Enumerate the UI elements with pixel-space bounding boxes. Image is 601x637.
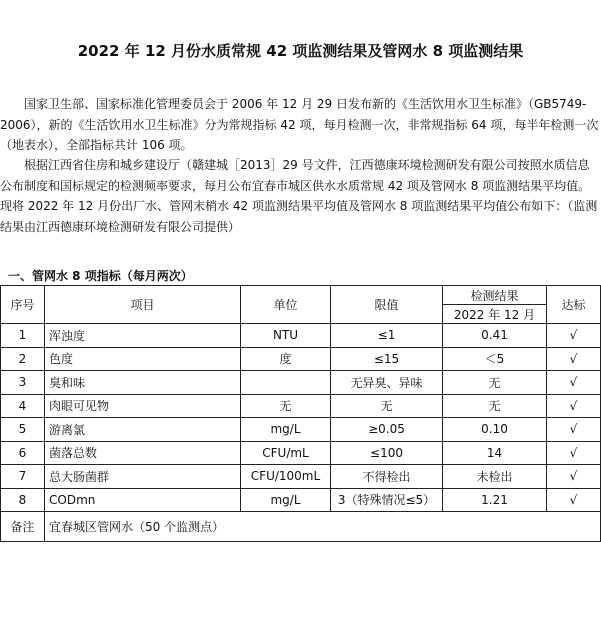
cell-item: CODmn xyxy=(45,488,241,512)
cell-no: 7 xyxy=(1,465,45,489)
cell-result: 0.41 xyxy=(443,324,547,348)
cell-pass: √ xyxy=(547,324,601,348)
intro-paragraph-standard-text: 国家卫生部、国家标准化管理委员会于 2006 年 12 月 29 日发布新的《生活饮用水卫生标准》（GB5749-2006），新的《生活饮用水卫生标准》分为常规指标 42 项，每月检测一次，非常规指标 64 项，每半年检测一次（地表水），全部指标共计 106 项。 xyxy=(0,97,599,152)
header-result: 检测结果 xyxy=(443,286,547,305)
cell-limit: ≤1 xyxy=(331,324,443,348)
cell-pass: √ xyxy=(547,371,601,395)
cell-unit: mg/L xyxy=(241,488,331,512)
cell-unit: 无 xyxy=(241,394,331,418)
cell-limit: 不得检出 xyxy=(331,465,443,489)
table-row xyxy=(1,488,601,512)
table-row xyxy=(1,394,601,418)
remark-text: 宜春城区管网水（50 个监测点） xyxy=(45,512,601,542)
cell-no: 2 xyxy=(1,347,45,371)
cell-no: 5 xyxy=(1,418,45,442)
table-remark-row xyxy=(1,512,601,542)
cell-unit: CFU/100mL xyxy=(241,465,331,489)
cell-unit xyxy=(241,371,331,395)
table-row xyxy=(1,441,601,465)
cell-limit: ≥0.05 xyxy=(331,418,443,442)
cell-limit: 无异臭、异味 xyxy=(331,371,443,395)
header-limit: 限值 xyxy=(331,286,443,324)
intro-paragraph-standard xyxy=(0,94,600,156)
cell-item: 总大肠菌群 xyxy=(45,465,241,489)
header-period: 2022 年 12 月 xyxy=(443,305,547,324)
header-no: 序号 xyxy=(1,286,45,324)
remark-label: 备注 xyxy=(1,512,45,542)
cell-result: 1.21 xyxy=(443,488,547,512)
section-heading-pipe-network: 一、管网水 8 项指标（每月两次） xyxy=(8,269,193,283)
cell-no: 4 xyxy=(1,394,45,418)
pipe-network-results-table xyxy=(0,285,601,542)
table-header-row xyxy=(1,286,601,305)
cell-no: 3 xyxy=(1,371,45,395)
cell-result: 无 xyxy=(443,394,547,418)
header-item: 项目 xyxy=(45,286,241,324)
cell-no: 6 xyxy=(1,441,45,465)
table-row xyxy=(1,324,601,348)
cell-limit: 3（特殊情况≤5） xyxy=(331,488,443,512)
table-row xyxy=(1,465,601,489)
cell-unit: mg/L xyxy=(241,418,331,442)
cell-result: 未检出 xyxy=(443,465,547,489)
cell-item: 浑浊度 xyxy=(45,324,241,348)
cell-limit: 无 xyxy=(331,394,443,418)
cell-pass: √ xyxy=(547,418,601,442)
cell-unit: NTU xyxy=(241,324,331,348)
cell-item: 臭和味 xyxy=(45,371,241,395)
cell-no: 1 xyxy=(1,324,45,348)
cell-pass: √ xyxy=(547,441,601,465)
intro-paragraph-publication xyxy=(0,155,600,237)
cell-result: 无 xyxy=(443,371,547,395)
cell-result: 0.10 xyxy=(443,418,547,442)
cell-result: ＜5 xyxy=(443,347,547,371)
cell-pass: √ xyxy=(547,394,601,418)
cell-pass: √ xyxy=(547,347,601,371)
header-pass: 达标 xyxy=(547,286,601,324)
cell-pass: √ xyxy=(547,488,601,512)
cell-no: 8 xyxy=(1,488,45,512)
header-unit: 单位 xyxy=(241,286,331,324)
cell-pass: √ xyxy=(547,465,601,489)
cell-item: 色度 xyxy=(45,347,241,371)
intro-paragraph-publication-text: 根据江西省住房和城乡建设厅（赣建城［2013］29 号文件，江西德康环境检测研发有限公司按照水质信息公布制度和国标规定的检测频率要求，每月公布宜春市城区供水水质常规 42 项及管网水 8 项监测结果平均值。现将 2022 年 12 月份出厂水、管网末梢水 42 项监测结果平均值及管网水 8 项监测结果平均值公布如下：（监测结果由江西德康环境检测研发有限公司提供） xyxy=(0,158,598,234)
cell-item: 肉眼可见物 xyxy=(45,394,241,418)
cell-unit: CFU/mL xyxy=(241,441,331,465)
document-title: 2022 年 12 月份水质常规 42 项监测结果及管网水 8 项监测结果 xyxy=(77,42,524,60)
table-row xyxy=(1,347,601,371)
cell-result: 14 xyxy=(443,441,547,465)
cell-item: 菌落总数 xyxy=(45,441,241,465)
cell-item: 游离氯 xyxy=(45,418,241,442)
cell-limit: ≤15 xyxy=(331,347,443,371)
table-row xyxy=(1,418,601,442)
cell-limit: ≤100 xyxy=(331,441,443,465)
table-row xyxy=(1,371,601,395)
cell-unit: 度 xyxy=(241,347,331,371)
